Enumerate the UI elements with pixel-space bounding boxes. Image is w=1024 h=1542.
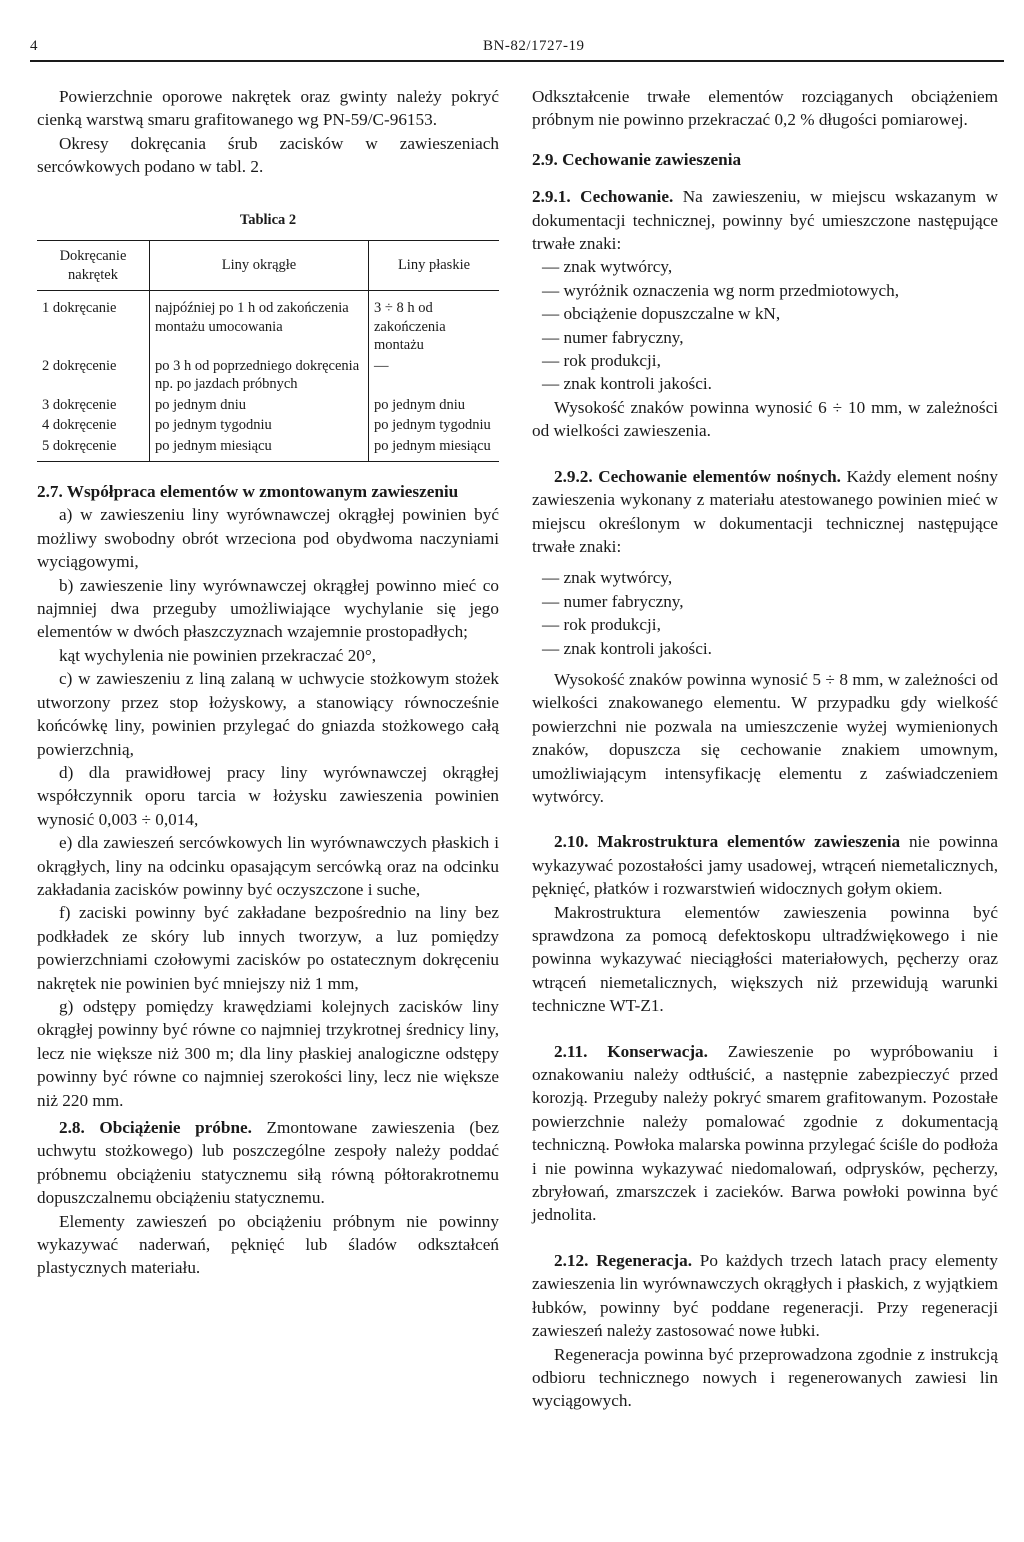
table-cell: 2 dokręcenie xyxy=(42,357,117,374)
list-item: — rok produkcji, xyxy=(542,351,661,371)
list-item: e) dla zawieszeń sercówkowych lin wyrównawczych płaskich i okrągłych, liny na odcinku opasającym sercówką oraz na odcinku zakładania zacisków powinny być oczyszczone i suche, xyxy=(37,833,499,899)
table-cell: po jednym tygodniu xyxy=(369,415,500,436)
section-2-9-1 xyxy=(532,185,998,255)
list-item: c) w zawieszeniu z liną zalaną w uchwycie stożkowym stożek utworzony przez stop łożyskowy, a stanowiący równocześnie końcówkę liny, powinien przylegać do gniazda stożkowego całą powierzchnią, xyxy=(37,669,499,759)
list-item: d) dla prawidłowej pracy liny wyrównawczej okrągłej współczynnik oporu tarcia w łożysku zawieszenia powinien wynosić 0,003 ÷ 0,014, xyxy=(37,762,499,829)
list-item: — numer fabryczny, xyxy=(542,327,684,347)
section-title: Cechowanie zawieszenia xyxy=(562,149,742,169)
list-item: — znak wytwórcy, xyxy=(542,257,673,277)
paragraph: Wysokość znaków powinna wynosić 6 ÷ 10 mm, w zależności od wielkości zawieszenia. xyxy=(532,397,998,441)
table-cell: — xyxy=(369,356,500,395)
table-cell: po 3 h od poprzedniego dokręcenia np. po jazdach próbnych xyxy=(150,356,369,395)
section-number: 2.10. xyxy=(554,832,589,852)
list-item: — rok produkcji, xyxy=(542,615,661,635)
list-item: — znak wytwórcy, xyxy=(542,568,673,588)
table-cell: 1 dokręcanie xyxy=(42,300,117,317)
section-2-11 xyxy=(532,1040,998,1227)
paragraph: Elementy zawieszeń po obciążeniu próbnym nie powinny wykazywać naderwań, pęknięć lub śladów odkształceń plastycznych materiału. xyxy=(37,1211,499,1278)
list-item: g) odstępy pomiędzy krawędziami kolejnych zacisków liny okrągłej powinny być równe co najmniej trzykrotnej średnicy liny, lecz nie większe niż 300 m; dla liny płaskiej analogiczne odstępy powinny być równe co najmniej szerokości liny, lecz nie większe niż 220 mm. xyxy=(37,996,499,1110)
section-2-9-heading xyxy=(532,148,998,171)
list-item: — numer fabryczny, xyxy=(542,591,684,611)
left-column xyxy=(37,85,499,1280)
marks-list xyxy=(532,566,998,660)
table-cell: 4 dokręcenie xyxy=(42,417,117,434)
table-header-cell: Liny płaskie xyxy=(369,241,500,291)
table-cell: po jednym tygodniu xyxy=(150,415,369,436)
list-item: a) w zawieszeniu liny wyrównawczej okrągłej powinien być możliwy swobodny obrót wrzeciona pod obydwoma naczyniami wyciągowymi, xyxy=(37,505,499,572)
table-row xyxy=(37,291,499,356)
continuation-paragraph: Odkształcenie trwałe elementów rozciąganych obciążeniem próbnym nie powinno przekraczać 0,2 % długości pomiarowej. xyxy=(532,87,998,130)
paragraph: Wysokość znaków powinna wynosić 5 ÷ 8 mm, w zależności od wielkości znakowanego elementu. W przypadku gdy wielkość powierzchni nie pozwala na umieszczenie wyżej wymienionych znaków, dopuszcza się cechowanie znakiem umownym, umożliwiającym intensyfikację elementu z zaświadczeniem wytwórcy. xyxy=(532,669,998,806)
list-item: — wyróżnik oznaczenia wg norm przedmiotowych, xyxy=(542,280,900,300)
section-text: Zawieszenie po wypróbowaniu i oznakowaniu należy odtłuścić, a następnie zabezpieczyć przed korozją. Przeguby należy pokryć smarem grafitowanym. Pozostałe powierzchnie należy pomalować zgodnie z dokumentacją techniczną. Powłoka malarska powinna przylegać ściśle do podłoża i nie powinna wykazywać niedomalowań, odprysków, pęcherzy, zbryłowań, zmarszczek i zacieków. Barwa powłoki powinna być jednolita. xyxy=(532,1041,999,1225)
table-cell: najpóźniej po 1 h od zakończenia montażu umocowania xyxy=(150,291,369,356)
section-number: 2.9. xyxy=(532,149,558,169)
section-number: 2.9.2. xyxy=(554,466,593,486)
section-text: Na zawieszeniu, w miejscu wskazanym w dokumentacji technicznej, powinny być umieszczone następujące trwałe znaki: xyxy=(532,187,998,254)
section-text: Każdy element nośny zawieszenia wykonany z materiału atestowanego powinien mieć w miejscu określonym w dokumentacji technicznej następujące trwałe znaki: xyxy=(532,466,998,556)
section-title: Cechowanie elementów nośnych. xyxy=(598,466,841,486)
section-2-12 xyxy=(532,1249,998,1343)
table-cell: po jednym miesiącu xyxy=(369,436,500,462)
section-title: Regeneracja. xyxy=(596,1250,693,1270)
section-title: Współpraca elementów w zmontowanym zawieszeniu xyxy=(66,482,459,502)
list-item: — obciążenie dopuszczalne w kN, xyxy=(542,304,781,324)
intro-paragraph-1: Powierzchnie oporowe nakrętek oraz gwinty należy pokryć cienką warstwą smaru grafitowanego wg PN-59/C-96153. xyxy=(37,87,499,130)
section-number: 2.12. xyxy=(554,1250,589,1270)
section-number: 2.9.1. xyxy=(532,187,571,207)
list-item: f) zaciski powinny być zakładane bezpośrednio na liny bez podkładek ze skóry lub innych tworzyw, a luz pomiędzy powierzchniami czołowymi zacisków po ostatecznym dokręceniu nakrętek nie powinien być mniejszy niż 1 mm, xyxy=(37,903,499,993)
list-item: — znak kontroli jakości. xyxy=(542,638,712,658)
list-item: b) zawieszenie liny wyrównawczej okrągłej powinno mieć co najmniej dwa przeguby umożliwiające wychylanie się jego elementów w dwóch płaszczyznach wzajemnie prostopadłych; xyxy=(37,575,499,642)
section-2-8 xyxy=(37,1116,499,1210)
intro-paragraph-2: Okresy dokręcania śrub zacisków w zawieszeniach sercówkowych podano w tabl. 2. xyxy=(37,133,499,177)
section-title: Cechowanie. xyxy=(580,187,674,207)
table-row xyxy=(37,395,499,416)
table-title: Tablica 2 xyxy=(239,211,297,228)
right-column xyxy=(532,85,998,1413)
paragraph: Makrostruktura elementów zawieszenia powinna być sprawdzona za pomocą defektoskopu ultradźwiękowego i nie powinna wykazywać nieciągłości materiałowych, pęcherzy oraz wtrąceń niemetalicznych, większych niż przewidują warunki techniczne WT-Z1. xyxy=(532,902,998,1016)
section-number: 2.8. xyxy=(59,1118,85,1137)
section-text: Zmontowane zawieszenia (bez uchwytu stożkowego) lub poszczególne zespoły należy poddać próbnemu obciążeniu statycznemu siłą równą półtorakrotnemu dopuszczalnemu obciążeniu statycznemu. xyxy=(37,1118,499,1208)
table-row xyxy=(37,436,499,462)
table-cell: po jednym dniu xyxy=(369,395,500,416)
marks-list xyxy=(532,255,998,395)
page-number: 4 xyxy=(30,38,38,54)
table-cell: 3 ÷ 8 h od zakończenia montażu xyxy=(369,291,500,356)
document-id: BN-82/1727-19 xyxy=(483,38,585,54)
section-title: Konserwacja. xyxy=(607,1041,708,1061)
table-cell: 5 dokręcenie xyxy=(42,437,117,454)
section-number: 2.7. xyxy=(37,482,63,502)
section-text: Po każdych trzech latach pracy elementy zawieszenia lin wyrównawczych okrągłych i płaskich, z wyjątkiem łubków, powinny być poddane regeneracji. Przy regeneracji zawieszeń należy zastosować nowe łubki. xyxy=(532,1250,998,1341)
table-row xyxy=(37,356,499,395)
section-title: Obciążenie próbne. xyxy=(99,1118,252,1137)
section-number: 2.11. xyxy=(554,1041,588,1061)
section-text: nie powinna wykazywać pozostałości jamy usadowej, wtrąceń niemetalicznych, pęknięć, płatków i rozwarstwień widocznych gołym okiem. xyxy=(532,832,998,899)
table-cell: po jednym miesiącu xyxy=(150,436,369,462)
section-2-9-2 xyxy=(532,465,998,559)
section-2-7-heading xyxy=(37,480,499,503)
table-header-cell: Dokręcanie nakrętek xyxy=(37,241,150,291)
table-row xyxy=(37,415,499,436)
section-title: Makrostruktura elementów zawieszenia xyxy=(597,832,901,852)
section-2-10 xyxy=(532,830,998,900)
table-header-row xyxy=(37,241,499,291)
list-item: — znak kontroli jakości. xyxy=(542,374,712,394)
table-cell: 3 dokręcenie xyxy=(42,396,117,413)
list-item: kąt wychylenia nie powinien przekraczać 20°, xyxy=(59,645,377,665)
table-2 xyxy=(37,240,499,462)
table-header-cell: Liny okrągłe xyxy=(150,241,369,291)
table-cell: po jednym dniu xyxy=(150,395,369,416)
paragraph: Regeneracja powinna być przeprowadzona zgodnie z instrukcją odbioru technicznego nowych i regenerowanych zawiesi lin wyciągowych. xyxy=(532,1344,998,1411)
page-header xyxy=(30,34,1004,62)
